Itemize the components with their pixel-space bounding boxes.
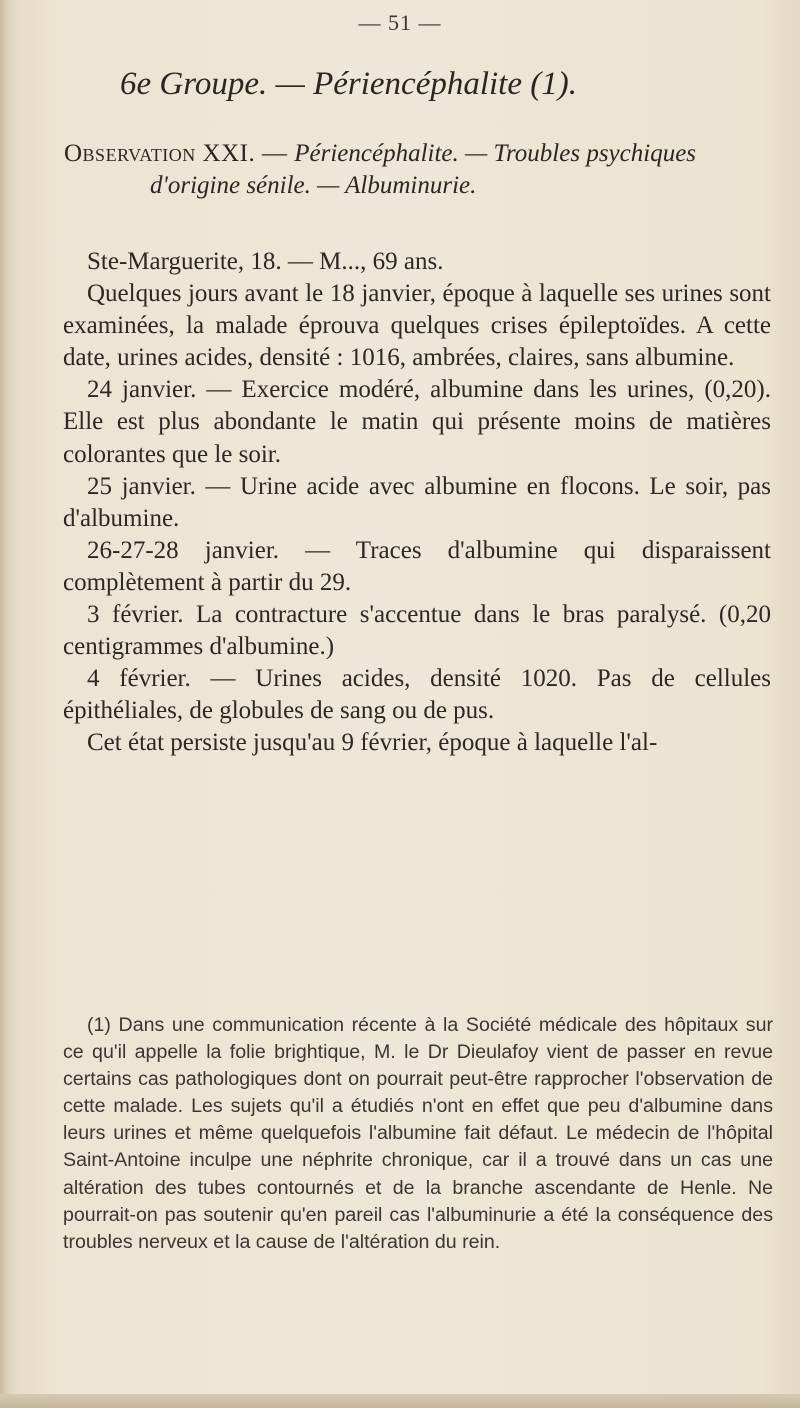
observation-heading [64,138,784,202]
footnote-text: (1) Dans une communication récente à la Société médicale des hôpitaux sur ce qu'il appelle la folie brightique, M. le Dr Dieulafoy vient de passer en revue certains cas pathologiques dont on pourrait peut-être rapprocher l'observation de cette malade. Les sujets qu'il a étudiés n'ont en effet que peu d'albumine dans leurs urines et même quelquefois l'albumine fait défaut. Le médecin de l'hôpital Saint-Antoine inculpe une néphrite chronique, car il a trouvé dans un cas une altération des tubes contournés et de la branche ascendante de Henle. Ne pourrait-on pas soutenir qu'en pareil cas l'albuminurie a été la conséquence des troubles nerveux et la cause de l'altération du rein. [63,1014,773,1253]
footnote [63,1012,773,1256]
observation-title: Périencéphalite. — Troubles psychiques [294,140,697,167]
observation-body [63,246,771,760]
body-paragraph: 4 février. — Urines acides, densité 1020. Pas de cellules épithéliales, de globules de sang ou de pus. [63,665,771,725]
page-spine-shadow [0,0,10,1408]
section-title: 6e Groupe. — Périencéphalite (1). [120,66,577,102]
body-paragraph: Ste-Marguerite, 18. — M..., 69 ans. [87,248,444,275]
observation-label: Observation XXI. — [64,140,295,167]
body-paragraph: 24 janvier. — Exercice modéré, albumine dans les urines, (0,20). Elle est plus abondante le matin qui présente moins de matières colorantes que le soir. [63,376,771,468]
observation-subtitle: d'origine sénile. — Albuminurie. [150,172,477,199]
page-number: — 51 — [358,10,442,35]
page-bottom-edge [0,1394,800,1408]
body-paragraph: 3 février. La contracture s'accentue dans le bras paralysé. (0,20 centigrammes d'albumine.) [63,601,771,661]
body-paragraph: Cet état persiste jusqu'au 9 février, époque à laquelle l'al- [87,729,658,757]
body-paragraph: 25 janvier. — Urine acide avec albumine en flocons. Le soir, pas d'albumine. [63,472,771,532]
body-paragraph: Quelques jours avant le 18 janvier, époque à laquelle ses urines sont examinées, la malade éprouva quelques crises épileptoïdes. A cette date, urines acides, densité : 1016, ambrées, claires, sans albumine. [63,280,771,372]
body-paragraph: 26-27-28 janvier. — Traces d'albumine qui disparaissent complètement à partir du 29. [63,536,771,596]
